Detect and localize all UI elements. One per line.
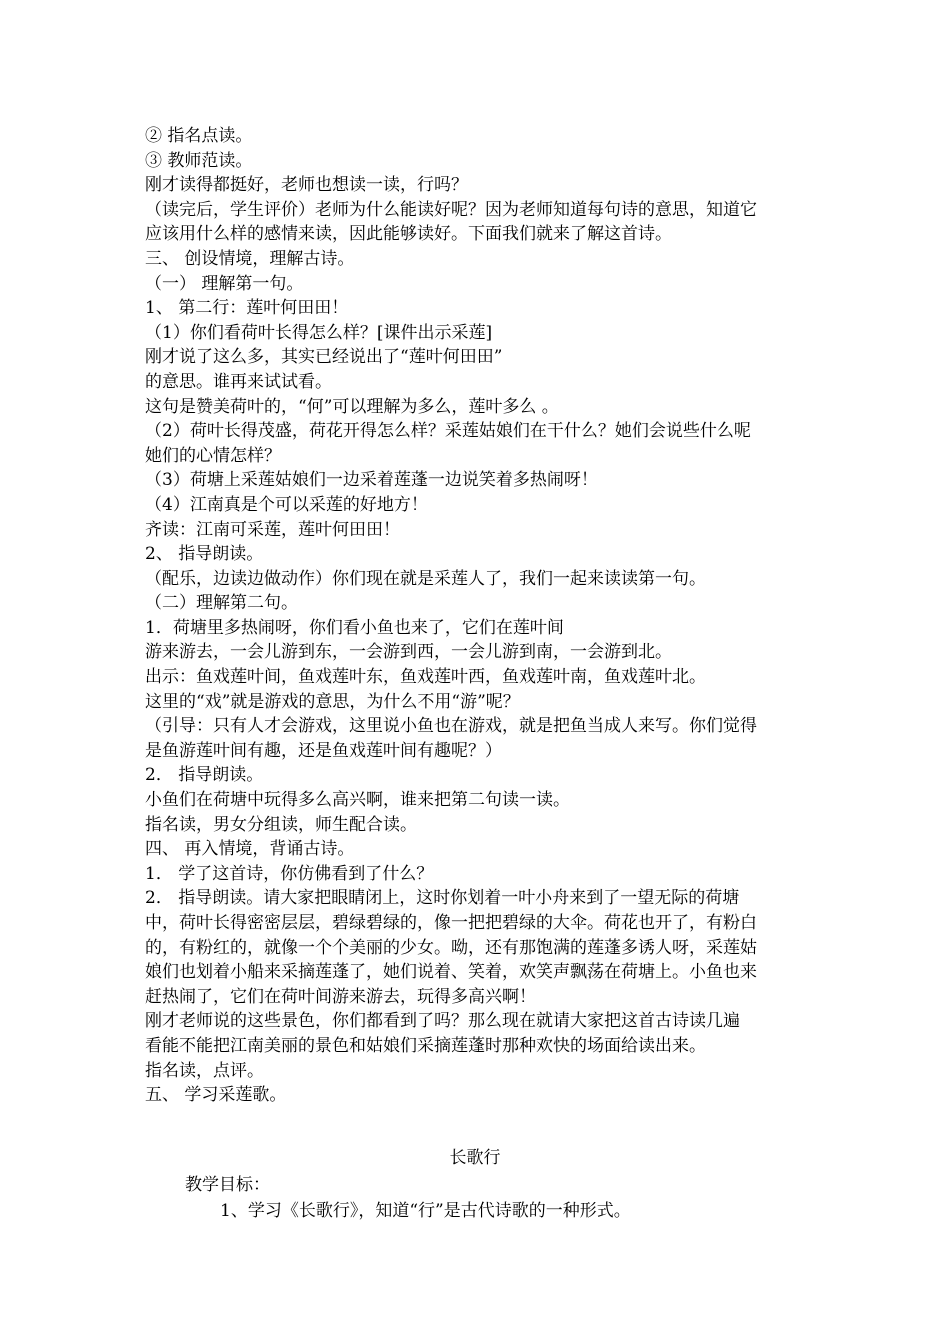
- text-line: 游来游去，一会儿游到东，一会游到西，一会儿游到南，一会游到北。: [145, 642, 672, 663]
- text-line: 娘们也划着小船来采摘莲蓬了，她们说着、笑着，欢笑声飘荡在荷塘上。小鱼也来: [145, 962, 757, 983]
- text-line: 出示：鱼戏莲叶间，鱼戏莲叶东，鱼戏莲叶西，鱼戏莲叶南，鱼戏莲叶北。: [145, 667, 706, 688]
- goal-item: 1、学习《长歌行》，知道“行”是古代诗歌的一种形式。: [220, 1201, 631, 1221]
- text-line: 2． 指导朗读。请大家把眼睛闭上，这时你划着一叶小舟来到了一望无际的荷塘: [145, 888, 740, 909]
- poem-title: 长歌行: [449, 1148, 501, 1168]
- text-line: 是鱼游莲叶间有趣，还是鱼戏莲叶间有趣呢？）: [145, 740, 502, 761]
- text-line: 1．荷塘里多热闹呀，你们看小鱼也来了，它们在莲叶间: [145, 617, 564, 638]
- text-line: （3）荷塘上采莲姑娘们一边采着莲蓬一边说笑着多热闹呀！: [145, 470, 598, 491]
- section-heading: 五、 学习采莲歌。: [145, 1085, 287, 1106]
- text-line: ② 指名点读。: [145, 126, 253, 146]
- text-line: 看能不能把江南美丽的景色和姑娘们采摘莲蓬时那种欢快的场面给读出来。: [145, 1035, 706, 1056]
- text-line: 刚才老师说的这些景色，你们都看到了吗？那么现在就请大家把这首古诗读几遍: [145, 1011, 740, 1032]
- text-line: （4）江南真是个可以采莲的好地方！: [145, 494, 428, 515]
- text-line: 的，有粉红的，就像一个个美丽的少女。呦，还有那饱满的莲蓬多诱人呀，采莲姑: [145, 937, 757, 958]
- text-line: 中，荷叶长得密密层层，碧绿碧绿的，像一把把碧绿的大伞。荷花也开了，有粉白: [145, 913, 757, 933]
- section-heading: 三、 创设情境，理解古诗。: [145, 248, 355, 269]
- text-line: （引导：只有人才会游戏，这里说小鱼也在游戏，就是把鱼当成人来写。你们觉得: [145, 716, 757, 737]
- text-line: 齐读：江南可采莲，莲叶何田田！: [145, 519, 400, 540]
- text-line: 刚才读得都挺好，老师也想读一读，行吗？: [145, 175, 468, 196]
- text-line: ③ 教师范读。: [145, 150, 253, 171]
- section-heading: 四、 再入情境，背诵古诗。: [145, 839, 355, 860]
- text-line: 指名读，男女分组读，师生配合读。: [145, 814, 417, 835]
- text-line: 1． 学了这首诗，你仿佛看到了什么？: [145, 863, 434, 884]
- text-line: 这里的“戏”就是游戏的意思，为什么不用“游”呢？: [145, 691, 520, 712]
- text-line: （配乐，边读边做动作）你们现在就是采莲人了，我们一起来读读第一句。: [145, 568, 706, 589]
- text-line: 指名读，点评。: [145, 1060, 264, 1081]
- text-line: 小鱼们在荷塘中玩得多么高兴啊，谁来把第二句读一读。: [145, 790, 570, 811]
- text-line: 刚才说了这么多，其实已经说出了“莲叶何田田”: [145, 347, 503, 368]
- text-line: 应该用什么样的感情来读，因此能够读好。下面我们就来了解这首诗。: [145, 224, 672, 245]
- text-line: 赶热闹了，它们在荷叶间游来游去，玩得多高兴啊！: [145, 986, 536, 1007]
- text-line: （2）荷叶长得茂盛，荷花开得怎么样？采莲姑娘们在干什么？她们会说些什么呢: [145, 421, 751, 442]
- text-line: 她们的心情怎样？: [145, 445, 281, 466]
- goals-label: 教学目标：: [185, 1175, 270, 1195]
- text-line: 这句是赞美荷叶的，“何”可以理解为多么，莲叶多么 。: [145, 396, 559, 417]
- text-line: 1、 第二行：莲叶何田田！: [145, 298, 349, 319]
- text-line: （读完后，学生评价）老师为什么能读好呢？因为老师知道每句诗的意思，知道它: [145, 199, 757, 220]
- text-line: 的意思。谁再来试试看。: [145, 371, 332, 392]
- text-line: 2． 指导朗读。: [145, 765, 264, 786]
- subsection-heading: （一） 理解第一句。: [145, 273, 304, 294]
- subsection-heading: （二）理解第二句。: [145, 593, 298, 614]
- text-line: （1）你们看荷叶长得怎么样？[课件出示采莲]: [145, 322, 493, 343]
- lesson-body: [145, 124, 813, 1108]
- text-line: 2、 指导朗读。: [145, 544, 264, 565]
